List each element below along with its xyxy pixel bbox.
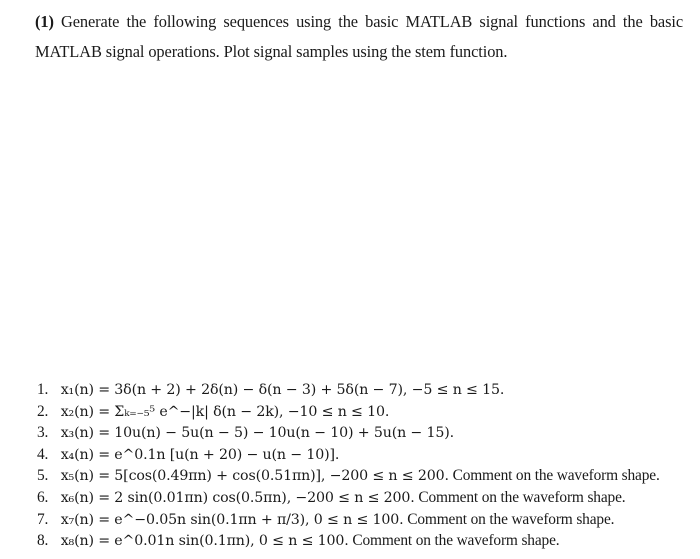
list-item — [37, 530, 697, 552]
item-index: 8. — [37, 532, 49, 550]
item-index: 1. — [37, 381, 49, 398]
item-comment: Comment on the waveform shape. — [452, 467, 660, 485]
sequence-formula: x₂(n) = Σₖ₌₋₅⁵ e^−|k| δ(n − 2k), −10 ≤ n ≤ 10. — [60, 403, 390, 420]
item-comment: Comment on the waveform shape. — [418, 488, 626, 506]
list-item — [37, 401, 697, 423]
list-item — [37, 487, 697, 509]
list-item — [37, 379, 697, 401]
problem-number: (1) — [35, 12, 54, 31]
sequence-formula: x₁(n) = 3δ(n + 2) + 2δ(n) − δ(n − 3) + 5δ(n − 7), −5 ≤ n ≤ 15. — [60, 382, 505, 398]
sequence-formula: x₄(n) = e^0.1n [u(n + 20) − u(n − 10)]. — [60, 446, 340, 463]
item-index: 2. — [37, 402, 49, 420]
sequence-formula: x₇(n) = e^−0.05n sin(0.1πn + π/3), 0 ≤ n ≤ 100. — [60, 511, 404, 528]
list-item — [37, 465, 697, 487]
item-index: 7. — [37, 510, 49, 528]
list-item — [37, 444, 697, 466]
sequence-formula: x₈(n) = e^0.01n sin(0.1πn), 0 ≤ n ≤ 100. — [60, 533, 349, 550]
list-item — [37, 509, 697, 531]
item-index: 4. — [37, 445, 49, 463]
item-index: 3. — [37, 424, 49, 442]
item-index: 5. — [37, 467, 49, 485]
item-comment: Comment on the waveform shape. — [407, 510, 615, 528]
sequence-formula: x₅(n) = 5[cos(0.49πn) + cos(0.51πn)], −200 ≤ n ≤ 200. — [60, 468, 449, 485]
sequence-formula: x₃(n) = 10u(n) − 5u(n − 5) − 10u(n − 10) + 5u(n − 15). — [60, 425, 455, 442]
problem-statement — [35, 7, 683, 67]
sequence-formula: x₆(n) = 2 sin(0.01πn) cos(0.5πn), −200 ≤ n ≤ 200. — [60, 489, 415, 506]
sequence-list — [37, 379, 697, 552]
problem-text: Generate the following sequences using the basic MATLAB signal functions and the basic MATLAB signal operations. Plot signal samples using the stem function. — [35, 12, 683, 61]
item-index: 6. — [37, 488, 49, 506]
item-comment: Comment on the waveform shape. — [352, 532, 560, 550]
list-item — [37, 422, 697, 444]
